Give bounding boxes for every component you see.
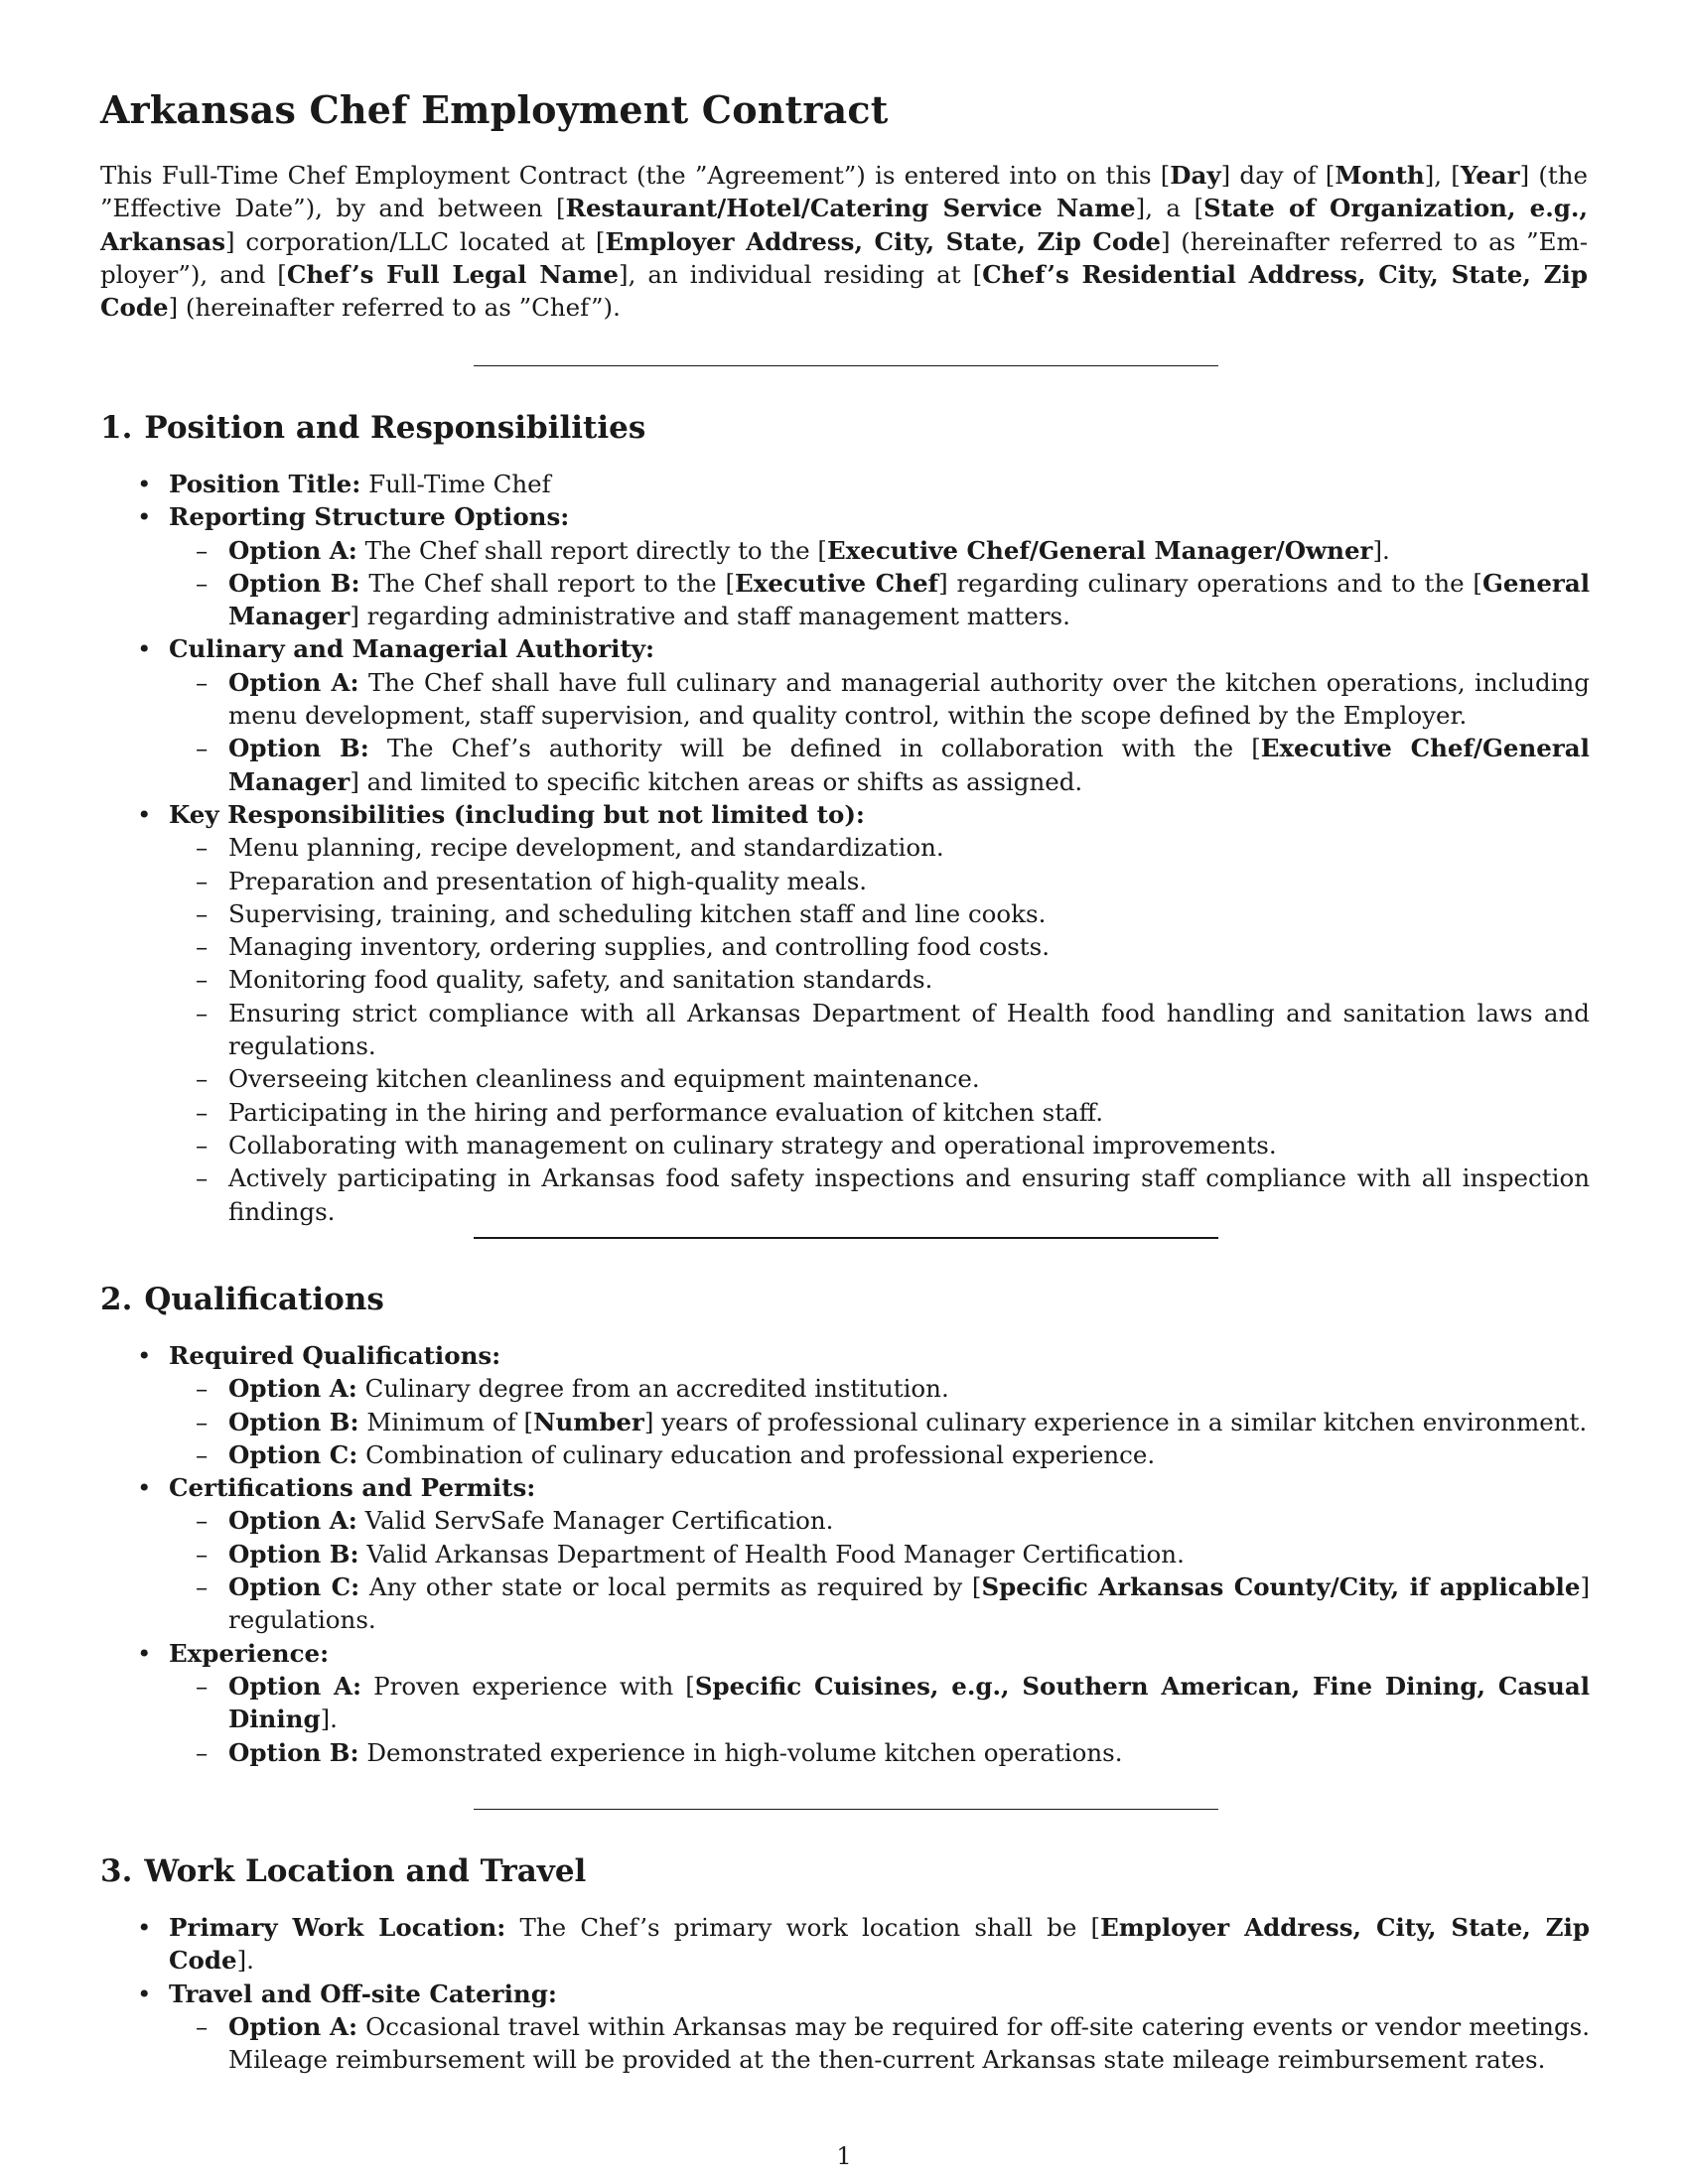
section-heading-work-location: 3. Work Location and Travel: [100, 1853, 587, 1889]
placeholder-chef-name: Chef’s Full Legal Name: [286, 259, 620, 289]
list-item: • Travel and Off-site Catering:: [137, 1979, 557, 2008]
placeholder-employer-address: Employer Address, City, State, Zip Code: [605, 226, 1161, 256]
list-item: – Option A: Proven experience with [Specific Cuisines, e.g., Southern American, Fine Dining, Casual Dining].: [196, 1671, 1590, 1734]
section-heading-position: 1. Position and Responsibilities: [100, 410, 646, 446]
list-item: • Required Qualifications:: [137, 1341, 501, 1370]
placeholder-chef-address: Chef’s Residential Address, City, State, Zip Code: [100, 259, 1588, 323]
list-item: – Option A: Occasional travel within Arkansas may be required for off-site catering events or vendor meetings. Mileage reimbursement will be provided at the then-current Arkansas state mileage reimbursement rates.: [196, 2011, 1590, 2075]
placeholder-year: Year: [1460, 161, 1520, 190]
qualifications-list: [100, 1339, 1590, 1769]
list-item: • Experience:: [137, 1638, 330, 1668]
list-item: – Option A: Valid ServSafe Manager Certification.: [196, 1506, 834, 1536]
list-item: – Option B: Valid Arkansas Department of Health Food Manager Certification.: [196, 1539, 1185, 1569]
list-item: – Managing inventory, ordering supplies, and controlling food costs.: [196, 932, 1050, 962]
section-heading-qualifications: 2. Qualifications: [100, 1282, 384, 1317]
list-item: • Position Title: Full-Time Chef: [137, 470, 551, 498]
list-item: – Menu planning, recipe development, and standardization.: [196, 833, 944, 863]
list-item: – Supervising, training, and scheduling kitchen staff and line cooks.: [196, 898, 1047, 928]
list-item: • Key Responsibilities (including but not limited to):: [137, 799, 865, 829]
list-item: – Option A: The Chef shall report directly to the [Executive Chef/General Manager/Owner].: [196, 535, 1390, 565]
document-title: Arkansas Chef Employment Contract: [100, 87, 889, 132]
list-item: – Option B: The Chef shall report to the [Executive Chef] regarding culinary operations and to the [General Manager] regarding administrative and staff management matters.: [196, 568, 1591, 631]
list-item: – Option B: The Chef’s authority will be defined in collaboration with the [Executive Chef/General Manager] and limited to specific kitchen areas or shifts as assigned.: [196, 734, 1590, 796]
list-item: – Option A: The Chef shall have full culinary and managerial authority over the kitchen operations, including menu development, staff supervision, and quality control, within the scope defined by the Employer.: [196, 667, 1590, 731]
page-number: 1: [836, 2142, 852, 2170]
list-item: • Certifications and Permits:: [137, 1473, 536, 1503]
list-item: • Primary Work Location: The Chef’s primary work location shall be [Employer Address, City, State, Zip Code].: [137, 1913, 1590, 1976]
list-item: – Option B: Demonstrated experience in high-volume kitchen operations.: [196, 1737, 1123, 1767]
list-item: – Collaborating with management on culinary strategy and operational improvements.: [196, 1130, 1277, 1160]
section-divider: [474, 365, 1218, 366]
list-item: • Culinary and Managerial Authority:: [137, 634, 655, 664]
list-item: • Reporting Structure Options:: [137, 502, 570, 532]
placeholder-day: Day: [1170, 161, 1221, 190]
list-item: – Overseeing kitchen cleanliness and equipment maintenance.: [196, 1064, 980, 1094]
list-item: – Option B: Minimum of [Number] years of professional culinary experience in a similar kitchen environment.: [196, 1407, 1588, 1436]
list-item: – Option A: Culinary degree from an accredited institution.: [196, 1374, 949, 1404]
list-item: – Option C: Combination of culinary education and professional experience.: [196, 1439, 1156, 1469]
list-item: – Ensuring strict compliance with all Arkansas Department of Health food handling and sanitation laws and regulations.: [196, 998, 1590, 1061]
list-item: – Monitoring food quality, safety, and sanitation standards.: [196, 965, 933, 995]
list-item: – Option C: Any other state or local permits as required by [Specific Arkansas County/City, if applicable] regulations.: [196, 1572, 1591, 1635]
work-location-list: [100, 1911, 1590, 2076]
list-item: – Participating in the hiring and performance evaluation of kitchen staff.: [196, 1097, 1104, 1127]
list-item: – Actively participating in Arkansas food safety inspections and ensuring staff compliance with all inspection findings.: [196, 1163, 1590, 1226]
position-list: [100, 468, 1590, 1228]
placeholder-state-org: State of Organization, e.g., Arkansas: [100, 194, 1588, 256]
placeholder-employer-name: Restaurant/Hotel/Catering Service Name: [565, 194, 1136, 223]
section-divider: [474, 1237, 1218, 1239]
intro-paragraph: This Full-Time Chef Employment Contract (the ”Agreement”) is entered into on this [Day] day of [Month], [Year] (the ”Effective Date”), by and between [Restaurant/Hotel/Catering Service Name], a [State of Organization, e.g., Arkansas] corporation/LLC located at [Employer Address, City, State, Zip Code] (hereinafter referred to as ”Employer”), and [Chef’s Full Legal Name], an individual residing at [Chef’s Residential Address, City, State, Zip Code] (hereinafter referred to as ”Chef”).: [100, 161, 1588, 323]
placeholder-month: Month: [1335, 161, 1425, 190]
list-item: – Preparation and presentation of high-quality meals.: [196, 866, 868, 895]
section-divider: [474, 1809, 1218, 1810]
